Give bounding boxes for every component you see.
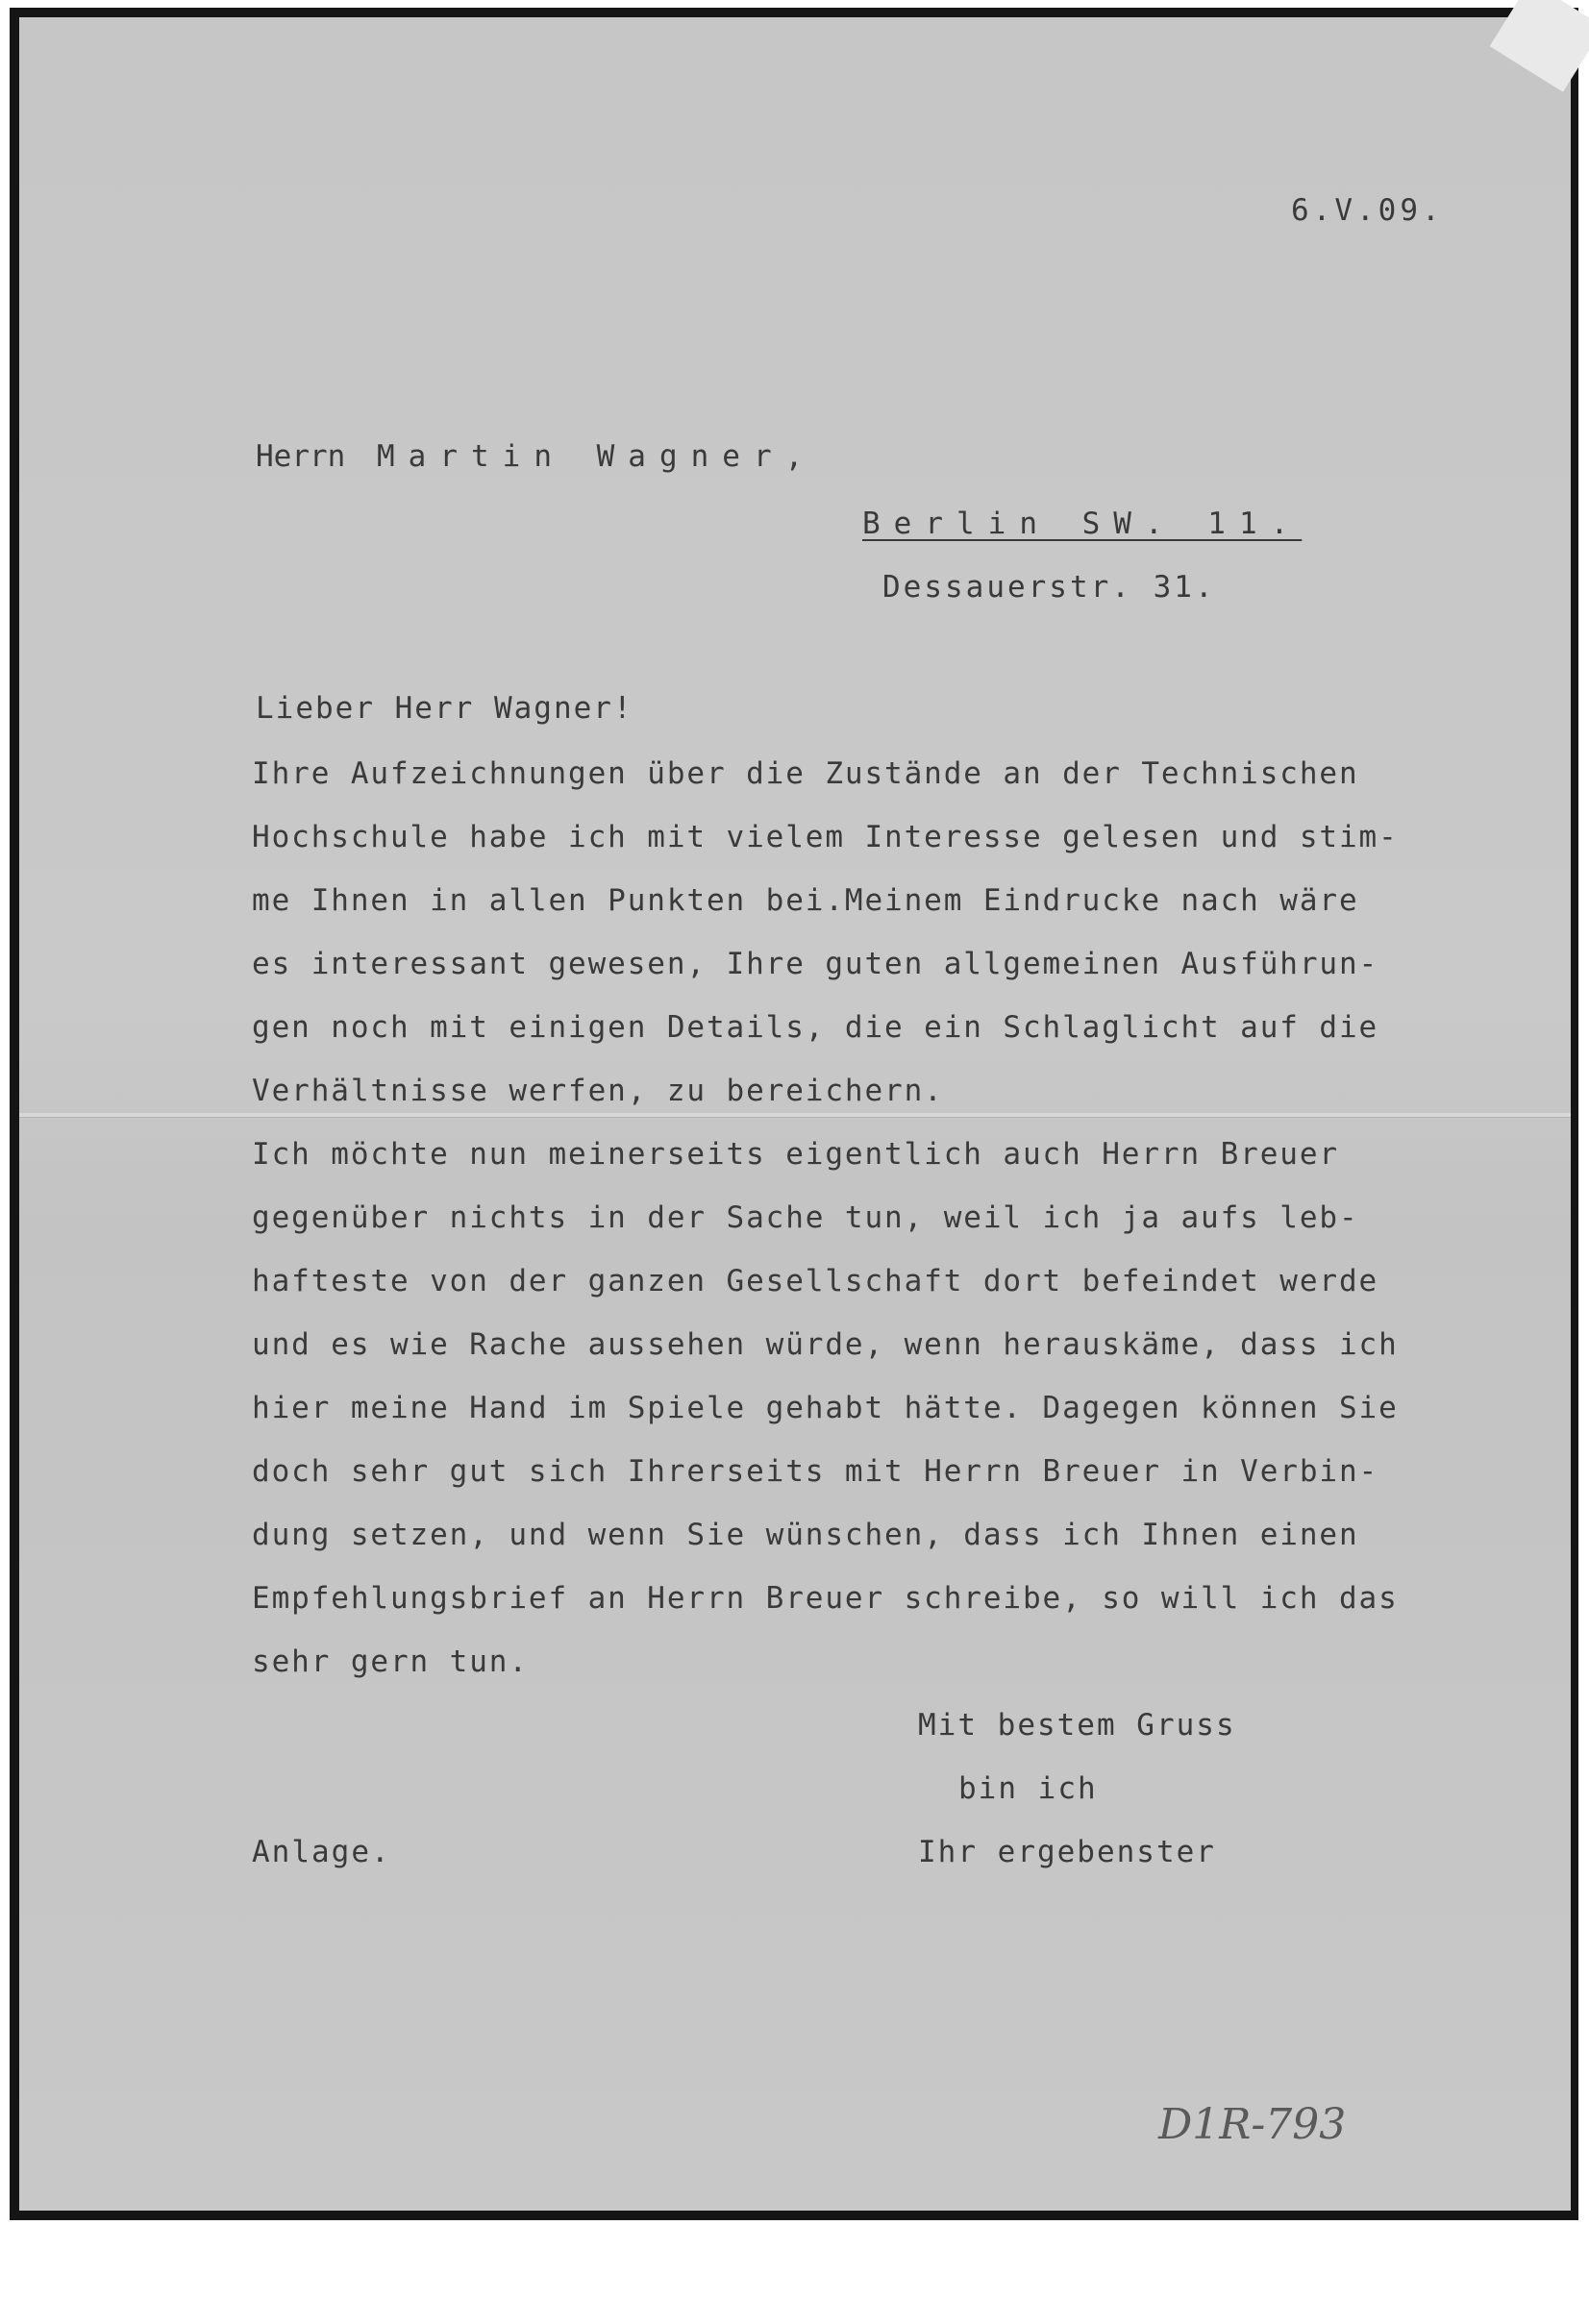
scan-border xyxy=(10,8,1578,2220)
greeting: Lieber Herr Wagner! xyxy=(256,691,633,726)
closing-line: bin ich xyxy=(958,1771,1098,1806)
closing-line: Mit bestem Gruss xyxy=(918,1708,1236,1743)
body-line: Verhältnisse werfen, zu bereichern. xyxy=(252,1074,944,1108)
body-line: me Ihnen in allen Punkten bei.Meinem Eindrucke nach wäre xyxy=(252,883,1359,918)
letter-page xyxy=(19,17,1571,2211)
body-line: es interessant gewesen, Ihre guten allgemeinen Ausführun- xyxy=(252,947,1379,981)
body-line: Ich möchte nun meinerseits eigentlich auch Herrn Breuer xyxy=(252,1137,1339,1172)
body-line: hafteste von der ganzen Gesellschaft dort befeindet werde xyxy=(252,1264,1379,1298)
recipient-city: Berlin SW. 11. xyxy=(862,507,1303,541)
enclosure-note: Anlage. xyxy=(252,1835,391,1869)
body-line: und es wie Rache aussehen würde, wenn herauskäme, dass ich xyxy=(252,1327,1399,1362)
closing-line: Ihr ergebenster xyxy=(918,1835,1216,1869)
torn-corner xyxy=(1490,0,1589,92)
recipient-prefix: Herrn xyxy=(256,439,346,474)
recipient-name: Martin Wagner, xyxy=(377,439,817,474)
body-line: Hochschule habe ich mit vielem Interesse gelesen und stim- xyxy=(252,820,1399,854)
body-line: dung setzen, und wenn Sie wünschen, dass ich Ihnen einen xyxy=(252,1518,1359,1552)
body-line: Empfehlungsbrief an Herrn Breuer schreibe, so will ich das xyxy=(252,1581,1399,1616)
body-line: hier meine Hand im Spiele gehabt hätte. Dagegen können Sie xyxy=(252,1391,1399,1425)
fold-line xyxy=(19,1113,1571,1118)
body-line: gen noch mit einigen Details, die ein Schlaglicht auf die xyxy=(252,1010,1379,1045)
recipient-street: Dessauerstr. 31. xyxy=(882,570,1216,605)
archive-mark: D1R-793 xyxy=(1158,2100,1347,2149)
body-line: gegenüber nichts in der Sache tun, weil ich ja aufs leb- xyxy=(252,1200,1359,1235)
body-line: Ihre Aufzeichnungen über die Zustände an der Technischen xyxy=(252,756,1359,791)
body-line: doch sehr gut sich Ihrerseits mit Herrn Breuer in Verbin- xyxy=(252,1454,1379,1489)
letter-date: 6.V.09. xyxy=(1291,193,1444,228)
body-line: sehr gern tun. xyxy=(252,1644,529,1679)
